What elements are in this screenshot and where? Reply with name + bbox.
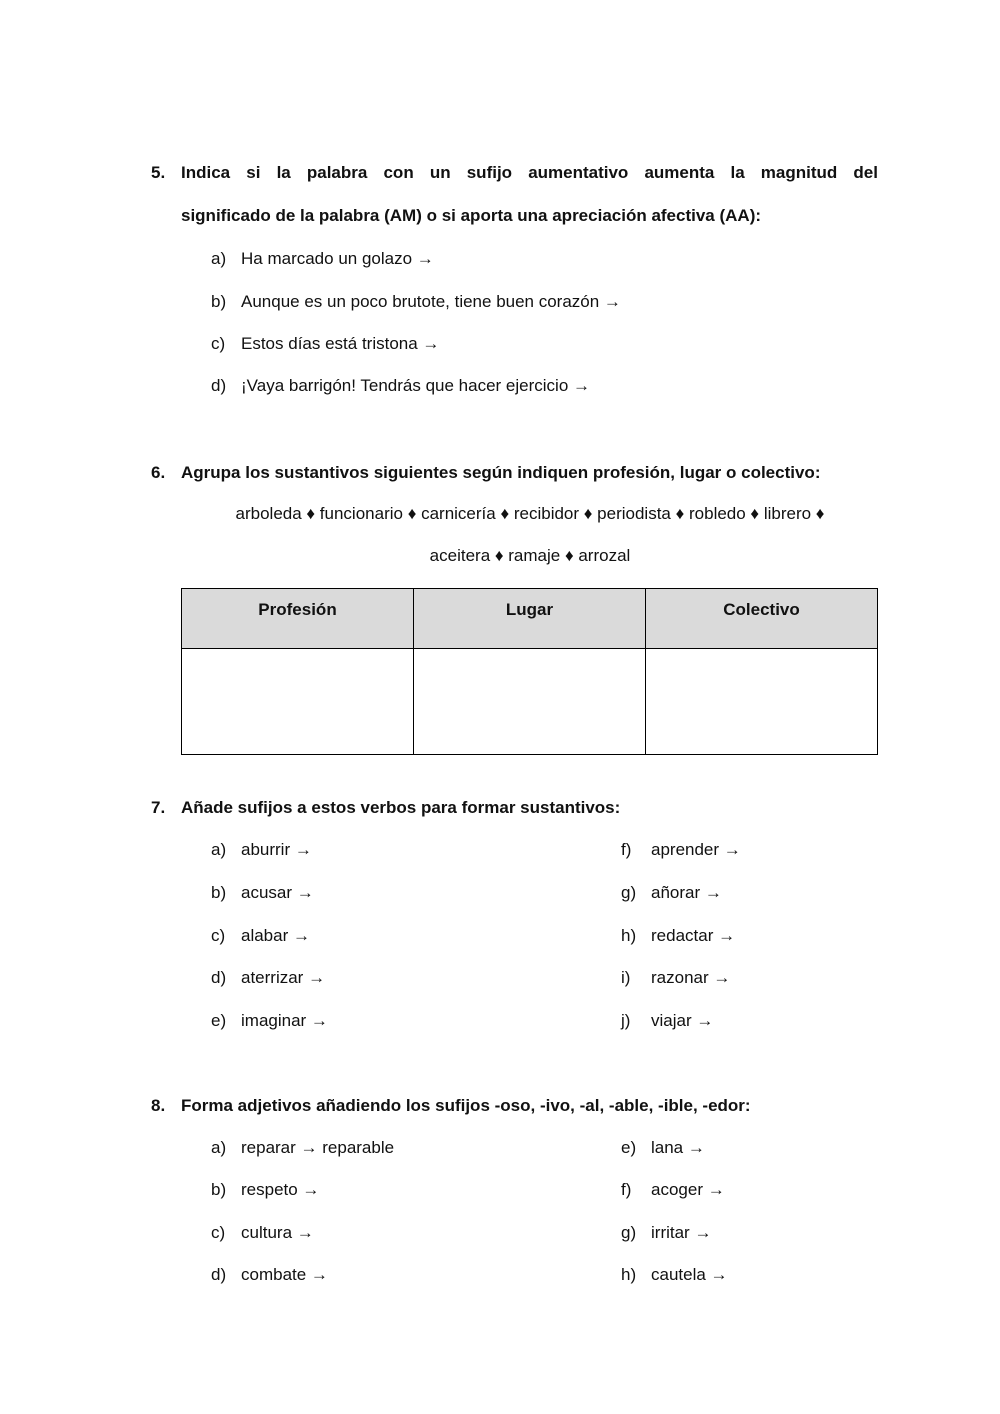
question-5-line-2 <box>151 206 878 228</box>
answer-cell-profesion[interactable] <box>182 649 414 755</box>
question-6-heading <box>151 463 878 485</box>
question-6-title: Agrupa los sustantivos siguientes según indiquen profesión, lugar o colectivo: <box>181 463 821 482</box>
question-5-text-line-2: significado de la palabra (AM) o si aporta una apreciación afectiva (AA): <box>181 206 762 225</box>
q7-item-a: a) aburrir → <box>211 840 312 859</box>
table-header-profesion: Profesión <box>182 589 414 649</box>
q5-item-d: d) ¡Vaya barrigón! Tendrás que hacer ejercicio → <box>211 376 590 395</box>
question-7-heading <box>151 798 878 820</box>
q7-item-c: c) alabar → <box>211 926 310 945</box>
answer-cell-colectivo[interactable] <box>646 649 878 755</box>
q8-item-e: e) lana → <box>621 1138 705 1157</box>
q8-item-a: a) reparar → reparable <box>211 1138 395 1157</box>
q7-item-g: g) añorar → <box>621 883 722 902</box>
q7-item-b: b) acusar → <box>211 883 314 902</box>
q5-item-c: c) Estos días está tristona → <box>211 334 440 353</box>
question-8-heading <box>151 1096 878 1118</box>
q8-item-h: h) cautela → <box>621 1265 728 1284</box>
question-7-number: 7. <box>151 798 166 817</box>
table-header-lugar: Lugar <box>414 589 646 649</box>
q7-item-h: h) redactar → <box>621 926 736 945</box>
question-5-text-line-1: Indica si la palabra con un sufijo aumentativo aumenta la magnitud del <box>181 163 878 182</box>
word-bank-line-2: aceitera ♦ ramaje ♦ arrozal <box>429 546 631 565</box>
q7-item-f: f) aprender → <box>621 840 741 859</box>
q5-item-a: a) Ha marcado un golazo → <box>211 249 434 268</box>
question-8-number: 8. <box>151 1096 166 1115</box>
q7-item-j: j) viajar → <box>621 1011 714 1030</box>
q8-item-f: f) acoger → <box>621 1180 725 1199</box>
q7-item-d: d) aterrizar → <box>211 968 326 987</box>
question-7-title: Añade sufijos a estos verbos para formar sustantivos: <box>181 798 621 817</box>
q5-item-b: b) Aunque es un poco brutote, tiene buen corazón → <box>211 292 621 311</box>
answer-cell-lugar[interactable] <box>414 649 646 755</box>
question-6-number: 6. <box>151 463 166 482</box>
word-bank-line-1: arboleda ♦ funcionario ♦ carnicería ♦ recibidor ♦ periodista ♦ robledo ♦ librero ♦ <box>235 504 825 523</box>
question-5-number: 5. <box>151 163 166 182</box>
q7-item-i: i) razonar → <box>621 968 731 987</box>
classification-table <box>181 588 878 755</box>
q7-item-e: e) imaginar → <box>211 1011 328 1030</box>
question-5-line-1 <box>151 163 878 185</box>
question-8-title: Forma adjetivos añadiendo los sufijos -oso, -ivo, -al, -able, -ible, -edor: <box>181 1096 751 1115</box>
q8-item-b: b) respeto → <box>211 1180 320 1199</box>
q8-item-c: c) cultura → <box>211 1223 314 1242</box>
table-header-colectivo: Colectivo <box>646 589 878 649</box>
q8-item-g: g) irritar → <box>621 1223 712 1242</box>
q8-item-d: d) combate → <box>211 1265 328 1284</box>
